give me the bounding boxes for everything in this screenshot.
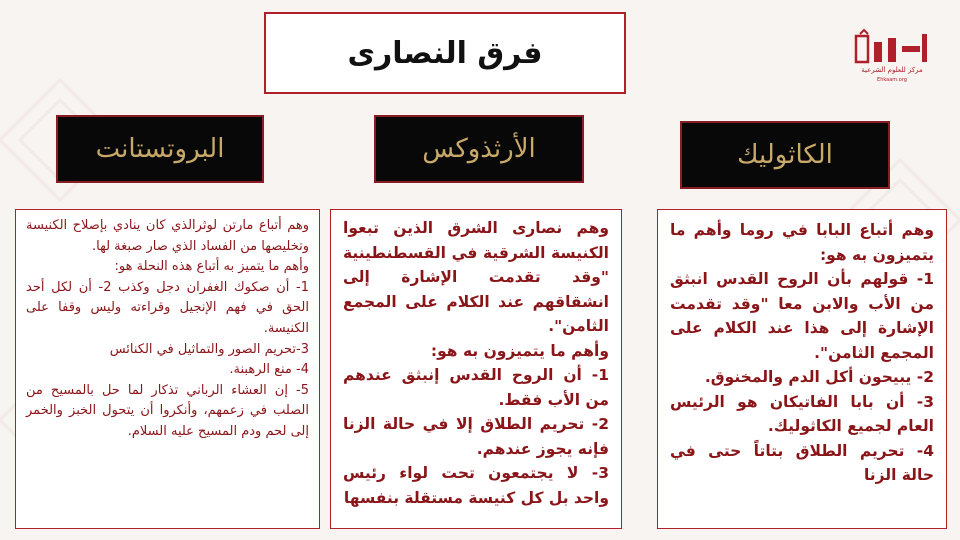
catholic-column [657,209,947,529]
paragraph: 5- إن العشاء الرباني تذكار لما حل بالمسيح من الصلب في زعمهم، وأنكروا أن يتحول الخبز والخمر إلى لحم ودم المسيح عليه السلام. [26,382,309,439]
header-catholic-label: الكاثوليك [737,140,833,170]
page-title: فرق النصارى [347,35,543,71]
paragraph: وهم أتباع البابا في روما وأهم ما يتميزون به هو: [670,221,934,264]
protestant-column [15,209,320,529]
paragraph: 1- أن صكوك الغفران دجل وكذب 2- أن لكل أحد الحق في فهم الإنجيل وقراءته وليس وقفا على الكنيسة. [26,279,309,336]
paragraph: 4- منع الرهبنة. [229,362,309,378]
orthodox-column [330,209,622,529]
logo-tagline: Ehkaam.org [877,77,907,83]
logo-subtitle: مركز للعلوم الشرعية [861,66,923,74]
header-protestant [56,115,264,183]
paragraph: وهم أتباع مارتن لوثرالذي كان ينادي بإصلاح الكنيسة وتخليصها من الفساد الذي صار صبغة لها. [26,218,309,254]
paragraph: 2- يبيحون أكل الدم والمخنوق. [704,368,934,386]
paragraph: 3- أن بابا الفاتيكان هو الرئيس العام لجميع الكاثوليك. [670,392,934,435]
logo-emblem-icon [842,28,942,68]
paragraph: 3- لا يجتمعون تحت لواء رئيس واحد بل كل كنيسة مستقلة بنفسها [343,464,609,507]
header-orthodox [374,115,584,183]
paragraph: 1- أن الروح القدس إنبثق عندهم من الأب فقط. [343,366,609,409]
brand-logo [842,28,942,98]
paragraph: 1- قولهم بأن الروح القدس انبثق من الأب والابن معا "وقد تقدمت الإشارة إلى هذا عند الكلام على المجمع الثامن". [670,270,934,362]
paragraph: وهم نصارى الشرق الذين تبعوا الكنيسة الشرقية في القسطنطينية "وقد تقدمت الإشارة إلى انشقاقهم عند الكلام على المجمع الثامن". [343,219,609,335]
paragraph: 3-تحريم الصور والتماثيل في الكنائس [109,341,309,357]
paragraph: 4- تحريم الطلاق بتاتاً حتى في حالة الزنا [670,441,934,484]
header-protestant-label: البروتستانت [95,134,225,164]
header-orthodox-label: الأرثذوكس [422,134,536,164]
header-catholic [680,121,890,189]
paragraph: وأهم ما يتميز به أتباع هذه النحلة هو: [114,259,309,275]
paragraph: وأهم ما يتميزون به هو: [430,341,609,360]
paragraph: 2- تحريم الطلاق إلا في حالة الزنا فإنه يجوز عندهم. [343,415,609,458]
title-box [264,12,626,94]
